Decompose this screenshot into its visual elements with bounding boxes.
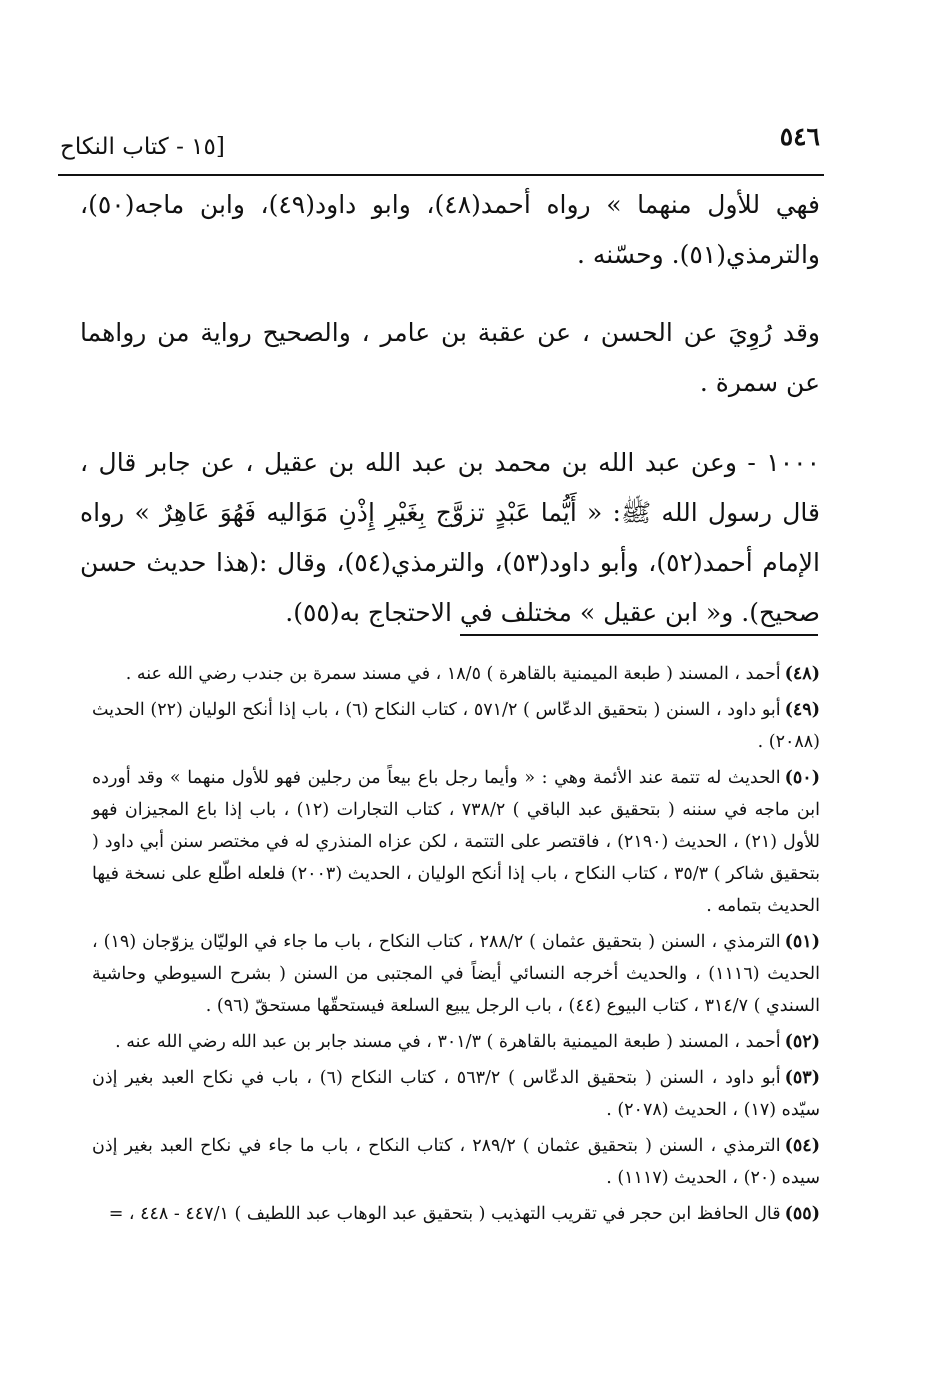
footnote-50	[92, 762, 820, 922]
footnote-text: قال الحافظ ابن حجر في تقريب التهذيب ( بتحقيق عبد الوهاب عبد اللطيف ) ٤٤٧/١ - ٤٤٨ ، =	[108, 1204, 781, 1224]
footnote-number: (٥١)	[784, 932, 820, 952]
running-head: [١٥ - كتاب النكاح	[60, 134, 225, 160]
footnote-text: أحمد ، المسند ( طبعة الميمنية بالقاهرة ) ٣٠١/٣ ، في مسند جابر بن عبد الله رضي الله عنه .	[115, 1032, 781, 1052]
footnotes	[92, 658, 820, 1234]
footnote-53	[92, 1062, 820, 1126]
footnote-text: الحديث له تتمة عند الأئمة وهي : « وأيما رجل باع بيعاً من رجلين فهو للأول منهما » وقد أورده ابن ماجه في سننه ( بتحقيق عبد الباقي ) ٧٣٨/٢ ، كتاب التجارات (١٢) ، باب إذا باع المجيزان فهو للأول (٢١) ، الحديث (٢١٩٠) ، فاقتصر على التتمة ، لكن عزاه المنذري له في مختصر سنن أبي داود ( بتحقيق شاكر ) ٣٥/٣ ، كتاب النكاح ، باب إذا أنكح الوليان ، الحديث (٢٠٠٣) فلعله اطّلع على نسخة فيها الحديث بتمامه .	[92, 768, 820, 916]
paragraph-hadith-1000: ١٠٠٠ - وعن عبد الله بن محمد بن عبد الله بن عقيل ، عن جابر قال ، قال رسول الله ﷺ: « أَيُّما عَبْدٍ تزوَّج بِغَيْرِ إِذْنِ مَوَاليه فَهُوَ عَاهِرٌ » رواه الإمام أحمد(٥٢)، وأبو داود(٥٣)، والترمذي(٥٤)، وقال :(هذا حديث حسن صحيح). و« ابن عقيل » مختلف في الاحتجاج به(٥٥).	[80, 448, 820, 627]
page-header	[60, 118, 820, 168]
footnote-49	[92, 694, 820, 758]
footnote-text: أبو داود ، السنن ( بتحقيق الدعّاس ) ٥٦٣/٢ ، كتاب النكاح (٦) ، باب في نكاح العبد بغير إذن سيّده (١٧) ، الحديث (٢٠٧٨) .	[92, 1068, 820, 1120]
footnote-52	[92, 1026, 820, 1058]
footnote-54	[92, 1130, 820, 1194]
footnote-number: (٥٣)	[784, 1068, 820, 1088]
footnote-rule	[460, 634, 818, 636]
footnote-number: (٥٥)	[784, 1204, 820, 1224]
footnote-text: الترمذي ، السنن ( بتحقيق عثمان ) ٢٨٨/٢ ، كتاب النكاح ، باب ما جاء في الوليّان يزوّجان (١٩) ، الحديث (١١١٦) ، والحديث أخرجه النسائي أيضاً في المجتبى من السنن ( بشرح السيوطي وحاشية السندي ) ٣١٤/٧ ، كتاب البيوع (٤٤) ، باب الرجل يبيع السلعة فيستحقّها مستحقّ (٩٦) .	[92, 932, 820, 1016]
paragraph-1: فهي للأول منهما » رواه أحمد(٤٨)، وابو داود(٤٩)، وابن ماجه(٥٠)، والترمذي(٥١). وحسّنه .	[80, 190, 821, 269]
page-number: ٥٤٦	[779, 122, 820, 151]
footnote-text: أحمد ، المسند ( طبعة الميمنية بالقاهرة ) ١٨/٥ ، في مسند سمرة بن جندب رضي الله عنه .	[125, 664, 781, 684]
footnote-55	[92, 1198, 820, 1230]
footnote-text: أبو داود ، السنن ( بتحقيق الدعّاس ) ٥٧١/٢ ، كتاب النكاح (٦) ، باب إذا أنكح الوليان (٢٢) الحديث (٢٠٨٨) .	[92, 700, 820, 752]
footnote-number: (٥٢)	[784, 1032, 820, 1052]
footnote-number: (٥٠)	[784, 768, 820, 788]
header-rule	[58, 174, 824, 176]
footnote-number: (٥٤)	[784, 1136, 820, 1156]
paragraph-2: وقد رُوِيَ عن الحسن ، عن عقبة بن عامر ، والصحيح رواية من رواهما عن سمرة .	[80, 318, 820, 397]
footnote-number: (٤٩)	[784, 700, 820, 720]
main-text	[80, 180, 820, 638]
footnote-text: الترمذي ، السنن ( بتحقيق عثمان ) ٢٨٩/٢ ، كتاب النكاح ، باب ما جاء في نكاح العبد بغير إذن سيده (٢٠) ، الحديث (١١١٧) .	[92, 1136, 820, 1188]
footnote-number: (٤٨)	[784, 664, 820, 684]
footnote-48	[92, 658, 820, 690]
footnote-51	[92, 926, 820, 1022]
